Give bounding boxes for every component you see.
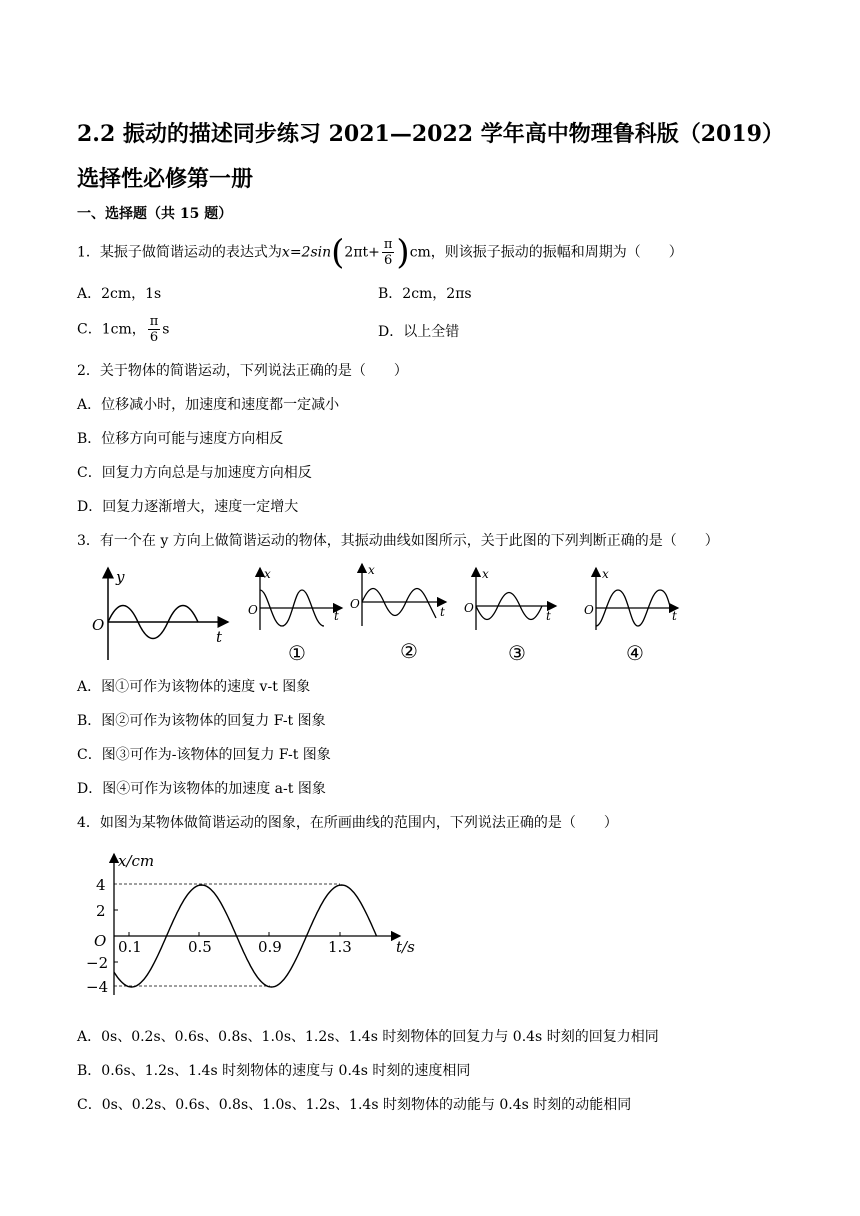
q3-graph-2 [350,563,446,663]
svg-text:④: ④ [626,641,644,665]
svg-text:O: O [248,603,258,617]
svg-text:−4: −4 [86,978,109,996]
q3-option-c: C．图③可作为-该物体的回复力 F-t 图象 [77,747,331,763]
q4-option-b: B．0.6s、1.2s、1.4s 时刻物体的速度与 0.4s 时刻的速度相同 [77,1063,471,1079]
q1-option-b: B．2cm，2πs [378,286,472,302]
q1-option-d: D．以上全错 [378,324,460,340]
svg-text:O: O [94,932,107,950]
question-3-stem: 3．有一个在 y 方向上做简谐运动的物体，其振动曲线如图所示，关于此图的下列判断正确的是（ ） [77,533,719,549]
page-title: 2.2 振动的描述同步练习 2021—2022 学年高中物理鲁科版（2019）选择性必修第一册 [77,121,784,192]
svg-text:O: O [92,616,105,634]
q3-option-d: D．图④可作为该物体的加速度 a-t 图象 [77,781,326,797]
svg-text:2: 2 [96,902,106,920]
q1-equation: x=2sin [281,244,332,261]
question-2-stem: 2．关于物体的简谐运动，下列说法正确的是（ ） [77,363,408,379]
svg-text:①: ① [288,641,306,665]
q2-option-b: B．位移方向可能与速度方向相反 [77,431,284,447]
q1-option-a: A．2cm，1s [77,286,162,302]
q3-option-b: B．图②可作为该物体的回复力 F-t 图象 [77,713,326,729]
q3-graph-1 [248,567,342,665]
svg-text:t: t [334,609,339,623]
svg-text:y: y [116,568,125,586]
q1-option-c: C．1cm， $\frac{\pi}{6}$ s [77,314,170,345]
q2-option-a: A．位移减小时，加速度和速度都一定减小 [77,397,340,413]
svg-text:②: ② [400,639,418,663]
question-4-stem: 4．如图为某物体做简谐运动的图象，在所画曲线的范围内，下列说法正确的是（ ） [77,815,618,831]
q3-graph-4 [584,567,678,665]
svg-text:t: t [216,628,223,646]
svg-text:t/s: t/s [396,938,415,956]
svg-text:t: t [440,605,445,619]
svg-text:t: t [672,609,677,623]
svg-text:x: x [264,567,271,581]
q4-option-c: C．0s、0.2s、0.6s、0.8s、1.0s、1.2s、1.4s 时刻物体的动能与 0.4s 时刻的动能相同 [77,1097,632,1113]
q3-graphs-figure [80,560,690,670]
question-1-stem: 1．某振子做简谐运动的表达式为x=2sin(2πt+ $\frac{\pi}{6}$ )cm，则该振子振动的振幅和周期为（ ） [77,232,683,273]
svg-text:x: x [482,567,489,581]
svg-text:0.5: 0.5 [188,938,212,956]
q3-option-a: A．图①可作为该物体的速度 v-t 图象 [77,679,311,695]
svg-text:−2: −2 [86,954,109,972]
svg-text:O: O [350,597,360,611]
svg-text:x: x [368,563,375,577]
svg-text:O: O [584,603,594,617]
section-heading: 一、选择题（共 15 题） [77,206,233,222]
svg-text:x/cm: x/cm [118,852,155,870]
q2-option-c: C．回复力方向总是与加速度方向相反 [77,465,312,481]
svg-text:③: ③ [508,641,526,665]
q3-graph-3 [464,567,556,665]
svg-text:0.1: 0.1 [118,938,142,956]
svg-text:0.9: 0.9 [258,938,282,956]
q3-main-graph [92,568,228,660]
q2-option-d: D．回复力逐渐增大，速度一定增大 [77,499,299,515]
svg-text:O: O [464,601,474,615]
svg-text:4: 4 [96,876,106,894]
q4-option-a: A．0s、0.2s、0.6s、0.8s、1.0s、1.2s、1.4s 时刻物体的回复力与 0.4s 时刻的回复力相同 [77,1029,659,1045]
svg-text:1.3: 1.3 [328,938,352,956]
q1-fraction: $\frac{\pi}{6}$ [383,237,393,268]
svg-text:x: x [602,567,609,581]
svg-text:t: t [546,609,551,623]
q4-displacement-graph [80,850,430,1000]
